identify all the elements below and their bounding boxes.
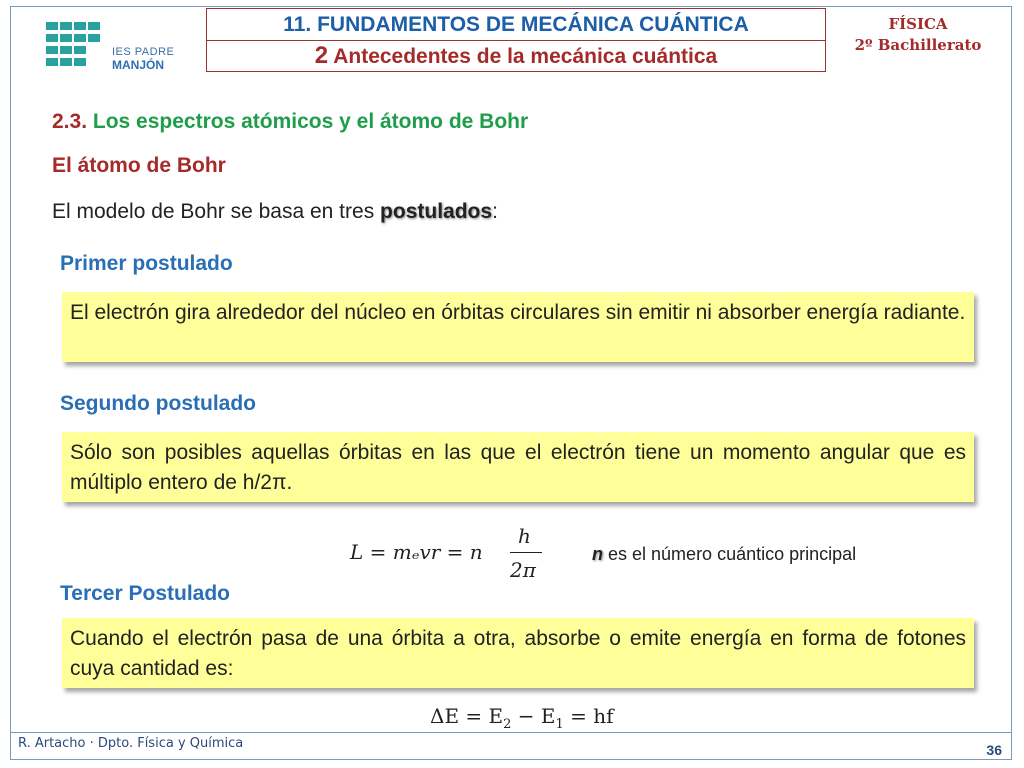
postulate1-title: Primer postulado	[60, 252, 233, 275]
formula2-sub1: 1	[555, 717, 564, 732]
formula2-sub2: 2	[503, 717, 512, 732]
formula2-rhs: = hf	[563, 704, 614, 728]
subject-badge	[828, 14, 1008, 56]
section-number: 2	[314, 42, 329, 69]
subject-name: FÍSICA	[888, 15, 948, 33]
school-logo	[46, 18, 196, 76]
subsection-number: 2.3.	[52, 110, 88, 133]
formula1-fraction-bar	[510, 552, 542, 553]
section-heading	[207, 41, 825, 71]
postulate3-title: Tercer Postulado	[60, 582, 230, 605]
energy-formula	[430, 704, 614, 732]
postulate3-box: Cuando el electrón pasa de una órbita a otra, absorbe o emite energía en forma de fotones cuya cantidad es:	[62, 618, 974, 688]
postulate2-title: Segundo postulado	[60, 392, 256, 415]
intro-bold-word: postulados	[380, 200, 493, 223]
subsection-heading	[52, 110, 528, 134]
course-name: 2º Bachillerato	[854, 36, 982, 54]
formula1-note	[592, 544, 856, 565]
title-box	[206, 8, 826, 72]
footer-author: R. Artacho · Dpto. Física y Química	[18, 736, 244, 751]
footer-divider	[10, 732, 1012, 733]
angular-momentum-formula	[350, 524, 570, 584]
unit-title: 11. FUNDAMENTOS DE MECÁNICA CUÁNTICA	[207, 9, 825, 41]
subsection-title: Los espectros atómicos y el átomo de Bohr	[92, 110, 529, 133]
formula1-numerator: h	[518, 524, 531, 548]
postulate1-box: El electrón gira alrededor del núcleo en órbitas circulares sin emitir ni absorber energía radiante.	[62, 292, 974, 362]
formula2-minus-e: − E	[511, 704, 556, 728]
logo-squares-icon	[46, 22, 102, 72]
formula1-denominator: 2π	[510, 558, 536, 582]
formula1-note-text: es el número cuántico principal	[608, 544, 857, 564]
section-title-text: Antecedentes de la mecánica cuántica	[333, 45, 718, 68]
intro-sentence	[52, 200, 498, 224]
formula2-delta-e: ΔE = E	[430, 704, 504, 728]
postulate2-box: Sólo son posibles aquellas órbitas en las que el electrón tiene un momento angular que es múltiplo entero de h/2π.	[62, 432, 974, 502]
formula1-note-variable: n	[592, 544, 603, 564]
page-number: 36	[986, 742, 1002, 758]
intro-colon: :	[492, 200, 498, 223]
topic-heading: El átomo de Bohr	[52, 154, 226, 177]
logo-text-line2: MANJÓN	[112, 58, 165, 72]
logo-text-line1: IES PADRE	[112, 46, 175, 58]
intro-text: El modelo de Bohr se basa en tres	[52, 200, 375, 223]
formula1-lhs: L = mₑvr = n	[350, 540, 483, 564]
